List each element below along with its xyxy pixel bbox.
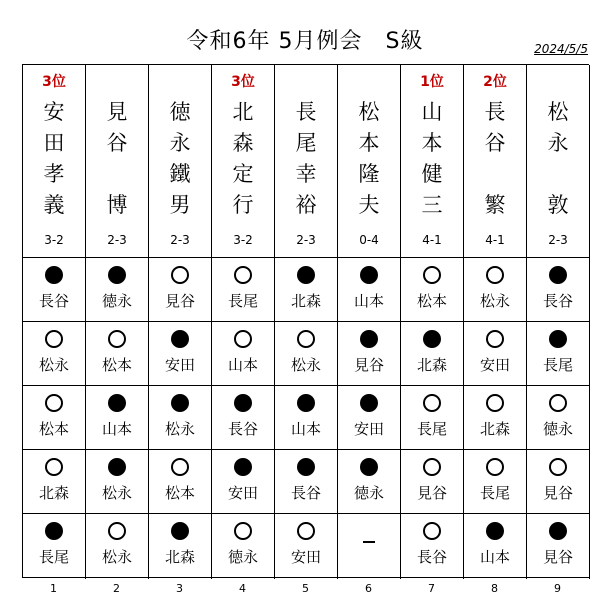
game-cell (527, 514, 589, 578)
player-name-char: 男 (169, 193, 191, 217)
opponent-name: 長谷 (542, 292, 573, 310)
player-name (527, 97, 589, 221)
opponent-name: 北森 (416, 356, 447, 374)
player-name-char: 健 (421, 162, 443, 186)
game-cell (464, 258, 526, 322)
column-number: 7 (428, 582, 435, 595)
loss-dot-icon (45, 522, 63, 540)
player-score: 0-4 (359, 233, 379, 247)
game-cell (527, 450, 589, 514)
game-cell (338, 322, 400, 386)
column-number: 2 (113, 582, 120, 595)
loss-dot-icon (171, 522, 189, 540)
player-name-char: 北 (232, 100, 254, 124)
player-name-char: 谷 (106, 131, 128, 155)
loss-dot-icon (108, 458, 126, 476)
game-cell (149, 386, 211, 450)
loss-dot-icon (108, 266, 126, 284)
game-cell (86, 450, 148, 514)
opponent-name: 徳永 (227, 548, 258, 566)
bye-dash-icon (363, 541, 375, 543)
player-column (275, 65, 338, 579)
win-circle-icon (423, 522, 441, 540)
opponent-name: 安田 (479, 356, 510, 374)
loss-dot-icon (171, 394, 189, 412)
player-name (401, 97, 463, 221)
loss-dot-icon (360, 458, 378, 476)
loss-dot-icon (45, 266, 63, 284)
opponent-name: 山本 (479, 548, 510, 566)
win-circle-icon (171, 458, 189, 476)
player-name-char: 見 (106, 100, 128, 124)
opponent-name: 長谷 (416, 548, 447, 566)
game-cell (149, 258, 211, 322)
loss-dot-icon (549, 522, 567, 540)
game-cell (86, 322, 148, 386)
player-column (23, 65, 86, 579)
loss-dot-icon (297, 394, 315, 412)
opponent-name: 長谷 (38, 292, 69, 310)
opponent-name: 徳永 (101, 292, 132, 310)
win-circle-icon (45, 394, 63, 412)
player-name-char: 繁 (484, 193, 506, 217)
player-name-char: 徳 (169, 100, 191, 124)
player-name (338, 97, 400, 221)
player-column (86, 65, 149, 579)
player-name-char: 三 (421, 193, 443, 217)
opponent-name: 山本 (290, 420, 321, 438)
game-cell (86, 386, 148, 450)
player-score: 3-2 (44, 233, 64, 247)
player-rank: 3位 (42, 74, 66, 90)
column-number: 9 (554, 582, 561, 595)
opponent-name: 長尾 (479, 484, 510, 502)
player-name-char: 山 (421, 100, 443, 124)
game-cell (401, 514, 463, 578)
game-cell (464, 514, 526, 578)
win-circle-icon (486, 458, 504, 476)
player-column (527, 65, 590, 579)
player-name-char: 隆 (358, 162, 380, 186)
opponent-name: 長尾 (416, 420, 447, 438)
game-cell (527, 386, 589, 450)
results-table (22, 64, 589, 578)
player-header (86, 65, 148, 258)
player-name-char: 安 (43, 100, 65, 124)
game-cell (464, 450, 526, 514)
player-name-char: 博 (106, 193, 128, 217)
opponent-name: 長尾 (227, 292, 258, 310)
player-rank (149, 71, 211, 89)
game-cell (23, 514, 85, 578)
win-circle-icon (549, 394, 567, 412)
game-cell (212, 386, 274, 450)
player-column (464, 65, 527, 579)
game-cell (464, 322, 526, 386)
opponent-name: 松永 (479, 292, 510, 310)
win-circle-icon (423, 394, 441, 412)
player-rank (86, 71, 148, 89)
player-rank: 3位 (231, 74, 255, 90)
player-score: 2-3 (548, 233, 568, 247)
player-name (149, 97, 211, 221)
win-circle-icon (486, 330, 504, 348)
player-score: 4-1 (485, 233, 505, 247)
opponent-name: 北森 (290, 292, 321, 310)
column-number: 8 (491, 582, 498, 595)
game-cell (23, 386, 85, 450)
player-name-char: 本 (358, 131, 380, 155)
opponent-name: 見谷 (353, 356, 384, 374)
opponent-name: 北森 (479, 420, 510, 438)
win-circle-icon (549, 458, 567, 476)
win-circle-icon (486, 266, 504, 284)
game-cell (149, 450, 211, 514)
column-number: 3 (176, 582, 183, 595)
opponent-name: 松永 (164, 420, 195, 438)
opponent-name: 長尾 (38, 548, 69, 566)
player-name (464, 97, 526, 221)
opponent-name: 松永 (101, 484, 132, 502)
game-cell (212, 514, 274, 578)
game-cell (401, 450, 463, 514)
player-header (212, 65, 274, 258)
player-name-char: 裕 (295, 193, 317, 217)
player-name-char: 義 (43, 193, 65, 217)
game-cell (401, 322, 463, 386)
win-circle-icon (423, 266, 441, 284)
game-cell (149, 322, 211, 386)
win-circle-icon (234, 266, 252, 284)
loss-dot-icon (549, 330, 567, 348)
player-name-char (527, 159, 589, 190)
game-cell (275, 258, 337, 322)
player-name (23, 97, 85, 221)
player-name-char: 長 (295, 100, 317, 124)
player-name-char: 敦 (547, 193, 569, 217)
win-circle-icon (297, 522, 315, 540)
win-circle-icon (108, 330, 126, 348)
player-name-char: 本 (421, 131, 443, 155)
win-circle-icon (423, 458, 441, 476)
opponent-name: 安田 (164, 356, 195, 374)
player-header (23, 65, 85, 258)
loss-dot-icon (360, 394, 378, 412)
win-circle-icon (171, 266, 189, 284)
player-name-char: 永 (169, 131, 191, 155)
opponent-name: 見谷 (542, 484, 573, 502)
game-cell (338, 514, 400, 578)
player-name-char: 尾 (295, 131, 317, 155)
player-name (212, 97, 274, 221)
game-cell (527, 322, 589, 386)
opponent-name: 松永 (101, 548, 132, 566)
player-name-char: 行 (232, 193, 254, 217)
game-cell (401, 258, 463, 322)
opponent-name: 松永 (290, 356, 321, 374)
loss-dot-icon (234, 394, 252, 412)
loss-dot-icon (297, 266, 315, 284)
player-column (212, 65, 275, 579)
game-cell (401, 386, 463, 450)
win-circle-icon (234, 330, 252, 348)
event-date: 2024/5/5 (534, 42, 588, 56)
opponent-name: 見谷 (164, 292, 195, 310)
game-cell (338, 450, 400, 514)
opponent-name: 松本 (101, 356, 132, 374)
opponent-name: 安田 (290, 548, 321, 566)
opponent-name: 松本 (416, 292, 447, 310)
player-score: 3-2 (233, 233, 253, 247)
opponent-name: 北森 (38, 484, 69, 502)
player-name-char: 谷 (484, 131, 506, 155)
win-circle-icon (297, 330, 315, 348)
win-circle-icon (45, 458, 63, 476)
player-rank (275, 71, 337, 89)
player-header (149, 65, 211, 258)
player-rank: 2位 (483, 74, 507, 90)
player-score: 2-3 (107, 233, 127, 247)
player-header (338, 65, 400, 258)
opponent-name: 徳永 (353, 484, 384, 502)
player-name-char (464, 159, 526, 190)
opponent-name: 山本 (353, 292, 384, 310)
player-header (527, 65, 589, 258)
player-header (464, 65, 526, 258)
player-column (401, 65, 464, 579)
opponent-name: 北森 (164, 548, 195, 566)
column-number: 4 (239, 582, 246, 595)
game-cell (275, 386, 337, 450)
player-name-char: 鐵 (169, 162, 191, 186)
player-column (149, 65, 212, 579)
game-cell (212, 450, 274, 514)
game-cell (86, 258, 148, 322)
loss-dot-icon (234, 458, 252, 476)
player-name (275, 97, 337, 221)
loss-dot-icon (360, 330, 378, 348)
player-column (338, 65, 401, 579)
page-title: 令和6年 5月例会 S級 (186, 29, 424, 54)
game-cell (212, 258, 274, 322)
loss-dot-icon (360, 266, 378, 284)
loss-dot-icon (108, 394, 126, 412)
opponent-name: 長尾 (542, 356, 573, 374)
player-name-char: 定 (232, 162, 254, 186)
opponent-name: 松本 (38, 420, 69, 438)
player-score: 2-3 (296, 233, 316, 247)
game-cell (23, 322, 85, 386)
player-header (401, 65, 463, 258)
player-name-char: 森 (232, 131, 254, 155)
loss-dot-icon (486, 522, 504, 540)
opponent-name: 山本 (227, 356, 258, 374)
win-circle-icon (45, 330, 63, 348)
game-cell (149, 514, 211, 578)
game-cell (527, 258, 589, 322)
player-name-char: 田 (43, 131, 65, 155)
player-name-char: 松 (358, 100, 380, 124)
game-cell (275, 450, 337, 514)
player-name-char: 永 (547, 131, 569, 155)
player-rank (338, 71, 400, 89)
game-cell (275, 514, 337, 578)
opponent-name: 見谷 (416, 484, 447, 502)
game-cell (338, 258, 400, 322)
opponent-name: 徳永 (542, 420, 573, 438)
player-name-char: 幸 (295, 162, 317, 186)
player-header (275, 65, 337, 258)
game-cell (464, 386, 526, 450)
game-cell (86, 514, 148, 578)
opponent-name: 松永 (38, 356, 69, 374)
column-number: 6 (365, 582, 372, 595)
opponent-name: 長谷 (227, 420, 258, 438)
opponent-name: 山本 (101, 420, 132, 438)
game-cell (275, 322, 337, 386)
win-circle-icon (234, 522, 252, 540)
player-name-char: 夫 (358, 193, 380, 217)
player-score: 2-3 (170, 233, 190, 247)
player-rank (527, 71, 589, 89)
loss-dot-icon (171, 330, 189, 348)
game-cell (23, 450, 85, 514)
column-number: 1 (50, 582, 57, 595)
player-name-char: 孝 (43, 162, 65, 186)
loss-dot-icon (297, 458, 315, 476)
opponent-name: 安田 (227, 484, 258, 502)
player-score: 4-1 (422, 233, 442, 247)
player-rank: 1位 (420, 74, 444, 90)
player-name-char: 長 (484, 100, 506, 124)
win-circle-icon (486, 394, 504, 412)
player-name-char (86, 159, 148, 190)
column-number: 5 (302, 582, 309, 595)
loss-dot-icon (549, 266, 567, 284)
opponent-name: 松本 (164, 484, 195, 502)
win-circle-icon (108, 522, 126, 540)
opponent-name: 安田 (353, 420, 384, 438)
game-cell (338, 386, 400, 450)
loss-dot-icon (423, 330, 441, 348)
player-name (86, 97, 148, 221)
opponent-name: 長谷 (290, 484, 321, 502)
opponent-name: 見谷 (542, 548, 573, 566)
player-name-char: 松 (547, 100, 569, 124)
game-cell (212, 322, 274, 386)
game-cell (23, 258, 85, 322)
